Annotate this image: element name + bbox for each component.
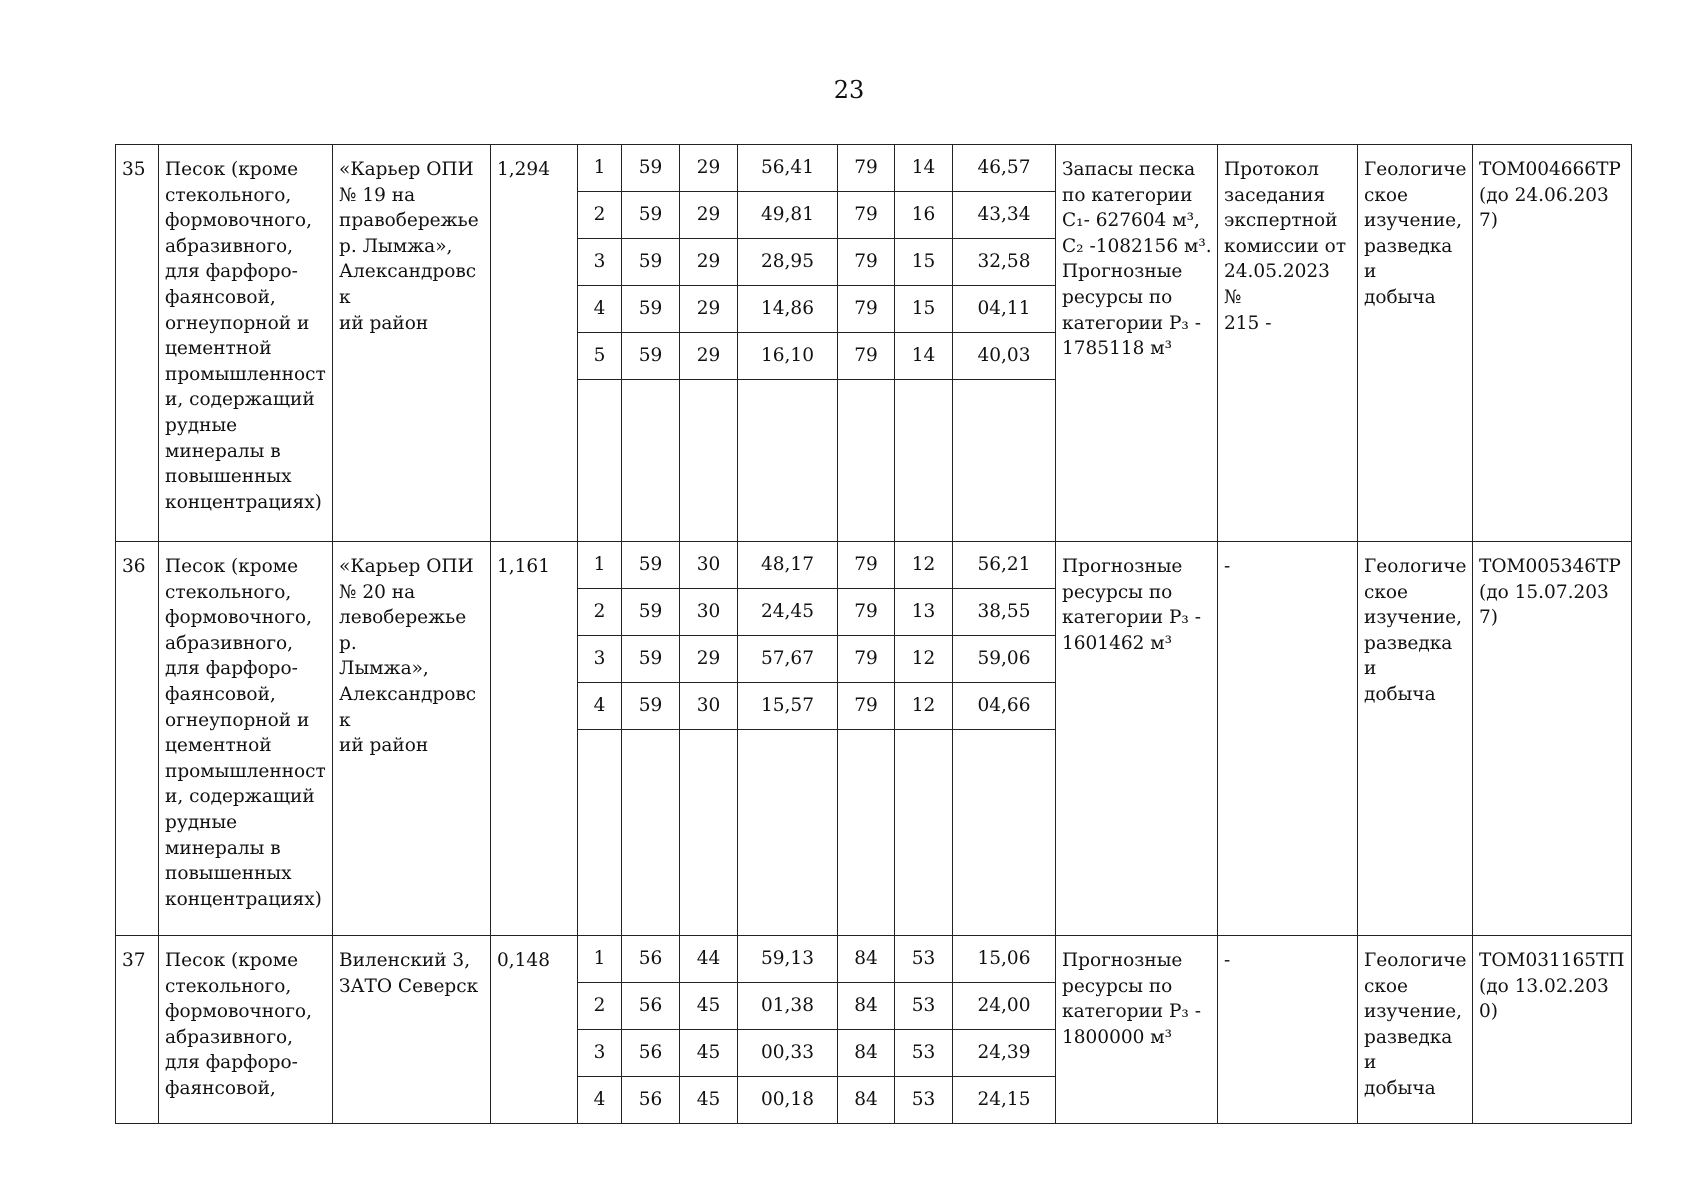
lon-minutes: 12 bbox=[895, 636, 953, 683]
table-body bbox=[116, 145, 1632, 1124]
empty-coordinate-cell bbox=[895, 380, 953, 542]
row-number: 35 bbox=[116, 145, 159, 542]
lon-degrees: 79 bbox=[838, 286, 895, 333]
lat-minutes: 45 bbox=[680, 1030, 738, 1077]
lon-degrees: 79 bbox=[838, 542, 895, 589]
mineral-description: Песок (кроме стекольного, формовочного, абразивного, для фарфоро- фаянсовой, огнеупорной и цементной промышленност и, содержащий рудные минералы в повышенных концентрациях) bbox=[159, 145, 333, 542]
point-number: 3 bbox=[578, 636, 622, 683]
lat-minutes: 30 bbox=[680, 542, 738, 589]
lat-degrees: 59 bbox=[622, 145, 680, 192]
license-number: ТОМ031165ТП (до 13.02.2030) bbox=[1473, 936, 1632, 1124]
reserves-info: Прогнозные ресурсы по категории Р₃ - 1601462 м³ bbox=[1056, 542, 1218, 936]
empty-coordinate-cell bbox=[680, 380, 738, 542]
lat-degrees: 59 bbox=[622, 542, 680, 589]
point-number: 2 bbox=[578, 589, 622, 636]
lat-degrees: 56 bbox=[622, 936, 680, 983]
lat-degrees: 59 bbox=[622, 192, 680, 239]
lat-seconds: 49,81 bbox=[738, 192, 838, 239]
lon-seconds: 56,21 bbox=[953, 542, 1056, 589]
lat-seconds: 59,13 bbox=[738, 936, 838, 983]
lon-minutes: 14 bbox=[895, 145, 953, 192]
lat-seconds: 15,57 bbox=[738, 683, 838, 730]
lat-seconds: 28,95 bbox=[738, 239, 838, 286]
mineral-description: Песок (кроме стекольного, формовочного, абразивного, для фарфоро- фаянсовой, огнеупорной и цементной промышленност и, содержащий рудные минералы в повышенных концентрациях) bbox=[159, 542, 333, 936]
lat-minutes: 44 bbox=[680, 936, 738, 983]
subsoil-sites-table bbox=[115, 144, 1632, 1124]
empty-coordinate-cell bbox=[895, 730, 953, 936]
lat-degrees: 59 bbox=[622, 239, 680, 286]
empty-coordinate-cell bbox=[680, 730, 738, 936]
empty-coordinate-cell bbox=[953, 730, 1056, 936]
lon-degrees: 79 bbox=[838, 192, 895, 239]
lon-seconds: 24,00 bbox=[953, 983, 1056, 1030]
point-number: 4 bbox=[578, 683, 622, 730]
empty-coordinate-cell bbox=[578, 380, 622, 542]
lat-degrees: 56 bbox=[622, 1030, 680, 1077]
lat-seconds: 00,18 bbox=[738, 1077, 838, 1124]
lon-degrees: 79 bbox=[838, 145, 895, 192]
site-name: Виленский 3, ЗАТО Северск bbox=[333, 936, 491, 1124]
lon-degrees: 84 bbox=[838, 1077, 895, 1124]
reserves-info: Запасы песка по категории С₁- 627604 м³, С₂ -1082156 м³. Прогнозные ресурсы по категории Р₃ - 1785118 м³ bbox=[1056, 145, 1218, 542]
lon-minutes: 16 bbox=[895, 192, 953, 239]
lat-minutes: 29 bbox=[680, 239, 738, 286]
empty-coordinate-cell bbox=[578, 730, 622, 936]
site-area: 1,161 bbox=[491, 542, 578, 936]
page-number: 23 bbox=[833, 76, 865, 104]
lat-seconds: 24,45 bbox=[738, 589, 838, 636]
empty-coordinate-cell bbox=[622, 730, 680, 936]
mineral-description: Песок (кроме стекольного, формовочного, абразивного, для фарфоро- фаянсовой, bbox=[159, 936, 333, 1124]
point-number: 5 bbox=[578, 333, 622, 380]
lon-degrees: 79 bbox=[838, 589, 895, 636]
lon-minutes: 12 bbox=[895, 542, 953, 589]
license-number: ТОМ004666ТР (до 24.06.2037) bbox=[1473, 145, 1632, 542]
lon-degrees: 79 bbox=[838, 333, 895, 380]
license-number: ТОМ005346ТР (до 15.07.2037) bbox=[1473, 542, 1632, 936]
lat-degrees: 59 bbox=[622, 286, 680, 333]
lat-degrees: 59 bbox=[622, 333, 680, 380]
lon-minutes: 13 bbox=[895, 589, 953, 636]
lat-minutes: 29 bbox=[680, 286, 738, 333]
lon-minutes: 53 bbox=[895, 1077, 953, 1124]
lon-degrees: 84 bbox=[838, 983, 895, 1030]
lon-degrees: 79 bbox=[838, 683, 895, 730]
empty-coordinate-cell bbox=[738, 380, 838, 542]
lat-degrees: 59 bbox=[622, 589, 680, 636]
lon-minutes: 15 bbox=[895, 286, 953, 333]
table-row bbox=[116, 936, 1632, 983]
lon-minutes: 53 bbox=[895, 1030, 953, 1077]
lat-minutes: 30 bbox=[680, 683, 738, 730]
lon-seconds: 24,39 bbox=[953, 1030, 1056, 1077]
protocol-info: - bbox=[1218, 542, 1358, 936]
lon-seconds: 04,11 bbox=[953, 286, 1056, 333]
lat-minutes: 29 bbox=[680, 333, 738, 380]
point-number: 2 bbox=[578, 983, 622, 1030]
lon-seconds: 32,58 bbox=[953, 239, 1056, 286]
lat-degrees: 56 bbox=[622, 1077, 680, 1124]
lat-seconds: 16,10 bbox=[738, 333, 838, 380]
empty-coordinate-cell bbox=[622, 380, 680, 542]
lon-degrees: 84 bbox=[838, 936, 895, 983]
empty-coordinate-cell bbox=[953, 380, 1056, 542]
lat-degrees: 59 bbox=[622, 636, 680, 683]
lat-minutes: 30 bbox=[680, 589, 738, 636]
empty-coordinate-cell bbox=[838, 730, 895, 936]
point-number: 1 bbox=[578, 936, 622, 983]
lat-minutes: 29 bbox=[680, 636, 738, 683]
lat-seconds: 56,41 bbox=[738, 145, 838, 192]
point-number: 2 bbox=[578, 192, 622, 239]
site-area: 0,148 bbox=[491, 936, 578, 1124]
lat-seconds: 48,17 bbox=[738, 542, 838, 589]
site-name: «Карьер ОПИ № 19 на правобережье р. Лымжа», Александровск ий район bbox=[333, 145, 491, 542]
lat-degrees: 56 bbox=[622, 983, 680, 1030]
point-number: 3 bbox=[578, 239, 622, 286]
lat-minutes: 45 bbox=[680, 983, 738, 1030]
use-purpose: Геологиче ское изучение, разведка и добыча bbox=[1358, 542, 1473, 936]
lat-minutes: 29 bbox=[680, 192, 738, 239]
lon-minutes: 53 bbox=[895, 983, 953, 1030]
table-row bbox=[116, 542, 1632, 589]
lon-seconds: 15,06 bbox=[953, 936, 1056, 983]
point-number: 4 bbox=[578, 1077, 622, 1124]
lat-seconds: 00,33 bbox=[738, 1030, 838, 1077]
point-number: 3 bbox=[578, 1030, 622, 1077]
point-number: 1 bbox=[578, 145, 622, 192]
lat-minutes: 45 bbox=[680, 1077, 738, 1124]
use-purpose: Геологиче ское изучение, разведка и добыча bbox=[1358, 145, 1473, 542]
lon-minutes: 53 bbox=[895, 936, 953, 983]
lon-seconds: 24,15 bbox=[953, 1077, 1056, 1124]
lon-seconds: 38,55 bbox=[953, 589, 1056, 636]
lat-seconds: 01,38 bbox=[738, 983, 838, 1030]
empty-coordinate-cell bbox=[738, 730, 838, 936]
lon-seconds: 40,03 bbox=[953, 333, 1056, 380]
lat-seconds: 57,67 bbox=[738, 636, 838, 683]
lon-seconds: 04,66 bbox=[953, 683, 1056, 730]
lon-minutes: 15 bbox=[895, 239, 953, 286]
lon-seconds: 59,06 bbox=[953, 636, 1056, 683]
point-number: 1 bbox=[578, 542, 622, 589]
use-purpose: Геологиче ское изучение, разведка и добыча bbox=[1358, 936, 1473, 1124]
lon-seconds: 46,57 bbox=[953, 145, 1056, 192]
site-name: «Карьер ОПИ № 20 на левобережье р. Лымжа», Александровск ий район bbox=[333, 542, 491, 936]
lon-minutes: 14 bbox=[895, 333, 953, 380]
lon-degrees: 79 bbox=[838, 239, 895, 286]
protocol-info: - bbox=[1218, 936, 1358, 1124]
lon-minutes: 12 bbox=[895, 683, 953, 730]
empty-coordinate-cell bbox=[838, 380, 895, 542]
table-row bbox=[116, 145, 1632, 192]
lat-degrees: 59 bbox=[622, 683, 680, 730]
lat-seconds: 14,86 bbox=[738, 286, 838, 333]
reserves-info: Прогнозные ресурсы по категории Р₃ - 1800000 м³ bbox=[1056, 936, 1218, 1124]
site-area: 1,294 bbox=[491, 145, 578, 542]
protocol-info: Протокол заседания экспертной комиссии от 24.05.2023 № 215 - bbox=[1218, 145, 1358, 542]
lon-degrees: 79 bbox=[838, 636, 895, 683]
lon-seconds: 43,34 bbox=[953, 192, 1056, 239]
point-number: 4 bbox=[578, 286, 622, 333]
row-number: 36 bbox=[116, 542, 159, 936]
lat-minutes: 29 bbox=[680, 145, 738, 192]
row-number: 37 bbox=[116, 936, 159, 1124]
lon-degrees: 84 bbox=[838, 1030, 895, 1077]
